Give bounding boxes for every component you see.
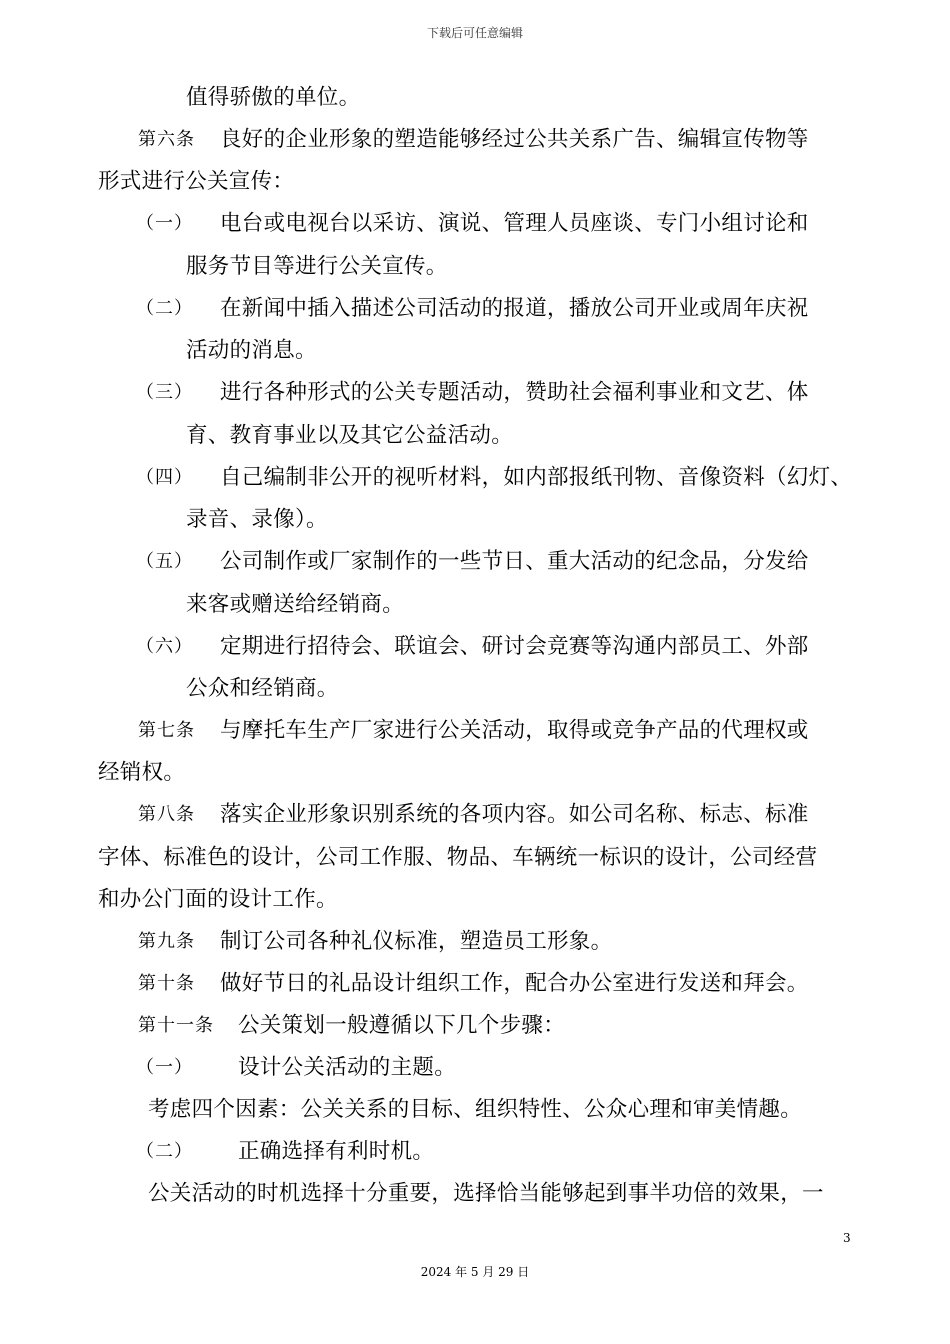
body-line: 良好的企业形象的塑造能够经过公共关系广告、编辑宣传物等 [220,127,809,152]
body-line: 公众和经销商。 [186,676,339,701]
body-line: 定期进行招待会、联谊会、研讨会竞赛等沟通内部员工、外部 [220,634,809,659]
item-number: （三） [136,382,193,403]
body-line: 经销权。 [98,760,186,785]
body-line: 录音、录像）。 [186,507,328,532]
body-line: 在新闻中插入描述公司活动的报道，播放公司开业或周年庆祝 [220,296,809,321]
body-line: 育、教育事业以及其它公益活动。 [186,423,514,448]
body-line: 落实企业形象识别系统的各项内容。如公司名称、标志、标准 [220,802,809,827]
article-number: 第十一条 [138,1015,214,1036]
article-number: 第六条 [138,129,195,150]
item-number: （一） [136,213,193,234]
body-line: 值得骄傲的单位。 [186,85,361,110]
body-line: 公司制作或厂家制作的一些节日、重大活动的纪念品，分发给 [220,549,809,574]
body-line: 和办公门面的设计工作。 [98,887,338,912]
article-number: 第九条 [138,931,195,952]
body-line: 电台或电视台以采访、演说、管理人员座谈、专门小组讨论和 [220,211,809,236]
body-line: 来客或赠送给经销商。 [186,592,405,617]
body-line: 公关活动的时机选择十分重要，选择恰当能够起到事半功倍的效果，一 [148,1181,824,1206]
body-line: 考虑四个因素：公关关系的目标、组织特性、公众心理和审美情趣。 [148,1097,803,1122]
body-line: 进行各种形式的公关专题活动，赞助社会福利事业和文艺、体 [220,380,809,405]
article-number: 第十条 [138,973,195,994]
page-number: 3 [843,1231,851,1245]
footer-date: 2024 年 5 月 29 日 [420,1265,530,1279]
article-number: 第七条 [138,720,195,741]
body-line: 活动的消息。 [186,338,317,363]
body-line: 公关策划一般遵循以下几个步骤： [238,1013,566,1038]
body-line: 自己编制非公开的视听材料，如内部报纸刊物、音像资料（幻灯、 [220,465,853,490]
body-line: 形式进行公关宣传： [98,169,295,194]
item-number: （一） [136,1057,193,1078]
body-line: 做好节日的礼品设计组织工作，配合办公室进行发送和拜会。 [220,971,809,996]
item-number: （四） [136,467,193,488]
body-line: 与摩托车生产厂家进行公关活动，取得或竞争产品的代理权或 [220,718,809,743]
item-number: （二） [136,1141,193,1162]
body-line: 服务节目等进行公关宣传。 [186,254,448,279]
item-number: （六） [136,636,193,657]
body-line: 正确选择有利时机。 [238,1139,435,1164]
item-number: （二） [136,298,193,319]
article-number: 第八条 [138,804,195,825]
body-line: 字体、标准色的设计，公司工作服、物品、车辆统一标识的设计，公司经营 [98,845,818,870]
body-line: 制订公司各种礼仪标准，塑造员工形象。 [220,929,613,954]
item-number: （五） [136,551,193,572]
body-line: 设计公关活动的主题。 [238,1055,457,1080]
page-header: 下载后可任意编辑 [426,26,523,40]
